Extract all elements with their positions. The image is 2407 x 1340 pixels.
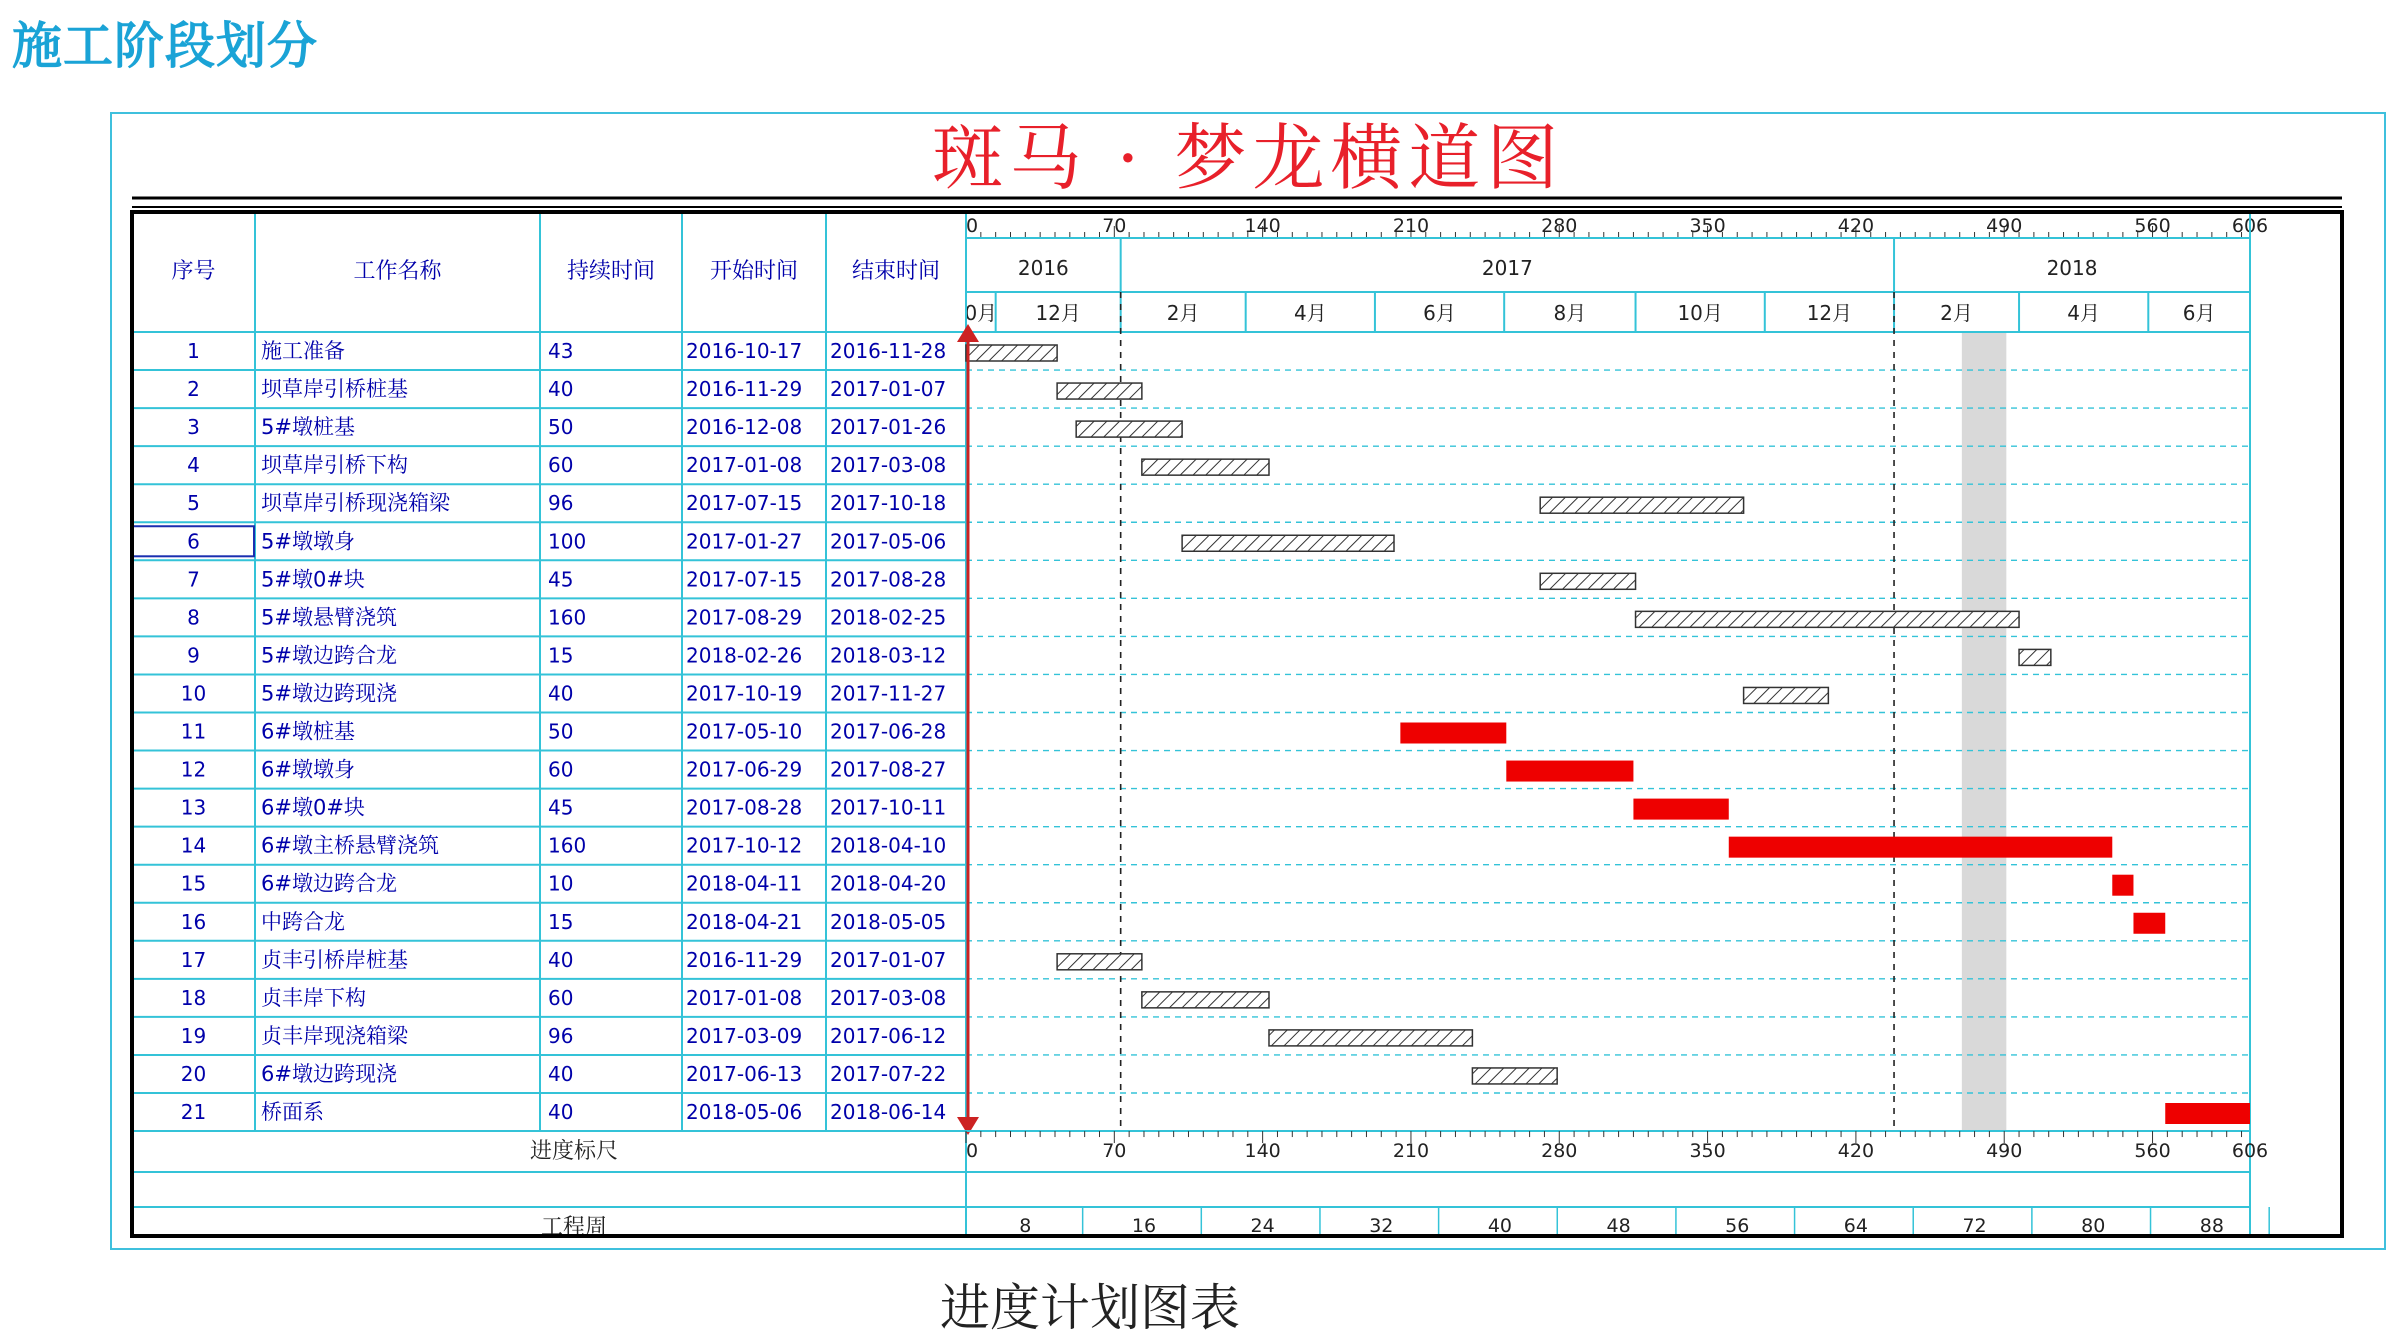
ruler-tick-label: 0: [966, 215, 979, 237]
task-bar: [1182, 535, 1394, 551]
scale-tick-label: 210: [1392, 1140, 1430, 1163]
scale-row-label: 进度标尺: [529, 1139, 619, 1165]
task-end: 2018-02-25: [830, 605, 947, 630]
task-end: 2017-03-08: [830, 453, 947, 478]
chart-caption: 进度计划图表: [940, 1279, 1240, 1337]
task-name: 5#墩边跨现浇: [261, 681, 397, 706]
task-end: 2018-06-14: [830, 1100, 947, 1125]
task-name: 5#墩0#块: [261, 567, 365, 592]
task-name: 6#墩墩身: [261, 757, 355, 782]
task-bar: [1636, 611, 2020, 627]
month-label: 12月: [1035, 301, 1081, 325]
scale-tick-label: 606: [2231, 1140, 2269, 1163]
task-bar: [1472, 1068, 1557, 1084]
week-row-label: 工程周: [540, 1215, 608, 1240]
task-name: 贞丰岸下构: [261, 985, 366, 1010]
task-end: 2017-01-26: [830, 415, 947, 440]
task-id: 10: [180, 681, 207, 706]
task-id: 19: [180, 1023, 207, 1048]
task-duration: 43: [548, 339, 574, 364]
task-bar-critical: [1633, 799, 1728, 820]
month-label: 4月: [1293, 301, 1327, 325]
task-name: 6#墩边跨合龙: [261, 871, 397, 896]
task-start: 2018-05-06: [686, 1100, 803, 1125]
task-duration: 45: [548, 567, 574, 592]
scale-tick-label: 0: [966, 1140, 979, 1163]
task-duration: 40: [548, 1061, 574, 1086]
month-label: 6月: [2182, 301, 2216, 325]
task-duration: 160: [548, 605, 587, 630]
task-end: 2018-04-20: [830, 871, 947, 896]
task-start: 2016-10-17: [686, 339, 803, 364]
task-start: 2016-12-08: [686, 415, 803, 440]
scale-tick-label: 350: [1689, 1140, 1726, 1163]
task-id: 3: [187, 415, 200, 440]
scale-tick-label: 490: [1986, 1140, 2023, 1163]
task-start: 2017-06-29: [686, 757, 803, 782]
task-end: 2018-05-05: [830, 909, 947, 934]
task-start: 2018-04-21: [686, 909, 803, 934]
task-start: 2017-01-08: [686, 453, 803, 478]
column-header: 持续时间: [566, 259, 656, 284]
task-bar: [1057, 383, 1142, 399]
month-label: 6月: [1423, 301, 1456, 325]
task-name: 6#墩主桥悬臂浇筑: [261, 833, 439, 858]
task-id: 9: [187, 643, 200, 668]
task-duration: 15: [548, 643, 574, 668]
task-id: 16: [180, 909, 207, 934]
task-bar: [1540, 497, 1743, 513]
task-start: 2016-11-29: [686, 377, 803, 402]
task-start: 2018-02-26: [686, 643, 803, 668]
ruler-tick-label: 490: [1986, 215, 2023, 237]
task-end: 2017-07-22: [830, 1061, 947, 1086]
task-duration: 60: [548, 453, 574, 478]
task-bar-critical: [1729, 837, 2113, 858]
task-end: 2016-11-28: [830, 339, 947, 364]
year-label: 2016: [1017, 256, 1069, 280]
task-duration: 60: [548, 757, 574, 782]
task-id: 6: [187, 529, 200, 554]
task-start: 2017-01-27: [686, 529, 803, 554]
task-id: 15: [180, 871, 207, 896]
task-bar-critical: [1506, 761, 1633, 782]
week-label: 88: [2199, 1215, 2224, 1237]
task-name: 6#墩桩基: [261, 719, 355, 744]
task-id: 7: [187, 567, 200, 592]
task-id: 17: [180, 947, 207, 972]
task-start: 2017-10-19: [686, 681, 803, 706]
task-end: 2017-08-28: [830, 567, 947, 592]
task-end: 2017-08-27: [830, 757, 947, 782]
task-bar-critical: [1400, 723, 1506, 744]
week-label: 8: [1019, 1215, 1032, 1237]
month-label: 8月: [1553, 301, 1587, 325]
scale-tick-label: 140: [1244, 1140, 1281, 1163]
month-label: 2月: [1166, 301, 1200, 325]
month-label: 10月: [1677, 301, 1723, 325]
task-start: 2017-07-15: [686, 491, 803, 516]
task-bar-critical: [2112, 875, 2133, 896]
ruler-tick-label: 606: [2231, 215, 2269, 237]
task-name: 中跨合龙: [261, 909, 345, 934]
task-bar: [1057, 954, 1142, 970]
task-start: 2016-11-29: [686, 947, 803, 972]
column-header: 结束时间: [851, 259, 941, 284]
task-duration: 60: [548, 985, 574, 1010]
year-label: 2018: [2046, 256, 2098, 280]
task-bar: [1540, 573, 1635, 589]
task-end: 2017-03-08: [830, 985, 947, 1010]
task-duration: 40: [548, 947, 574, 972]
column-header: 工作名称: [353, 259, 442, 284]
task-bar: [1142, 992, 1269, 1008]
task-id: 2: [187, 377, 200, 402]
task-name: 6#墩边跨现浇: [261, 1061, 397, 1086]
task-end: 2017-06-12: [830, 1023, 947, 1048]
week-label: 32: [1369, 1215, 1394, 1237]
year-label: 2017: [1481, 256, 1533, 280]
task-id: 4: [187, 453, 200, 478]
week-label: 40: [1487, 1215, 1513, 1237]
chart-title: 斑马 · 梦龙横道图: [931, 116, 1565, 200]
task-duration: 45: [548, 795, 574, 820]
gantt-border: [132, 212, 2342, 1236]
ruler-tick-label: 210: [1392, 215, 1430, 237]
task-start: 2018-04-11: [686, 871, 803, 896]
task-start: 2017-01-08: [686, 985, 803, 1010]
week-label: 72: [1962, 1215, 1987, 1237]
scale-tick-label: 70: [1102, 1140, 1127, 1163]
task-end: 2017-10-11: [830, 795, 947, 820]
task-duration: 160: [548, 833, 587, 858]
month-label: 4月: [2067, 301, 2101, 325]
task-end: 2018-03-12: [830, 643, 947, 668]
task-id: 18: [180, 985, 207, 1010]
task-id: 20: [180, 1061, 207, 1086]
task-bar-critical: [2165, 1103, 2250, 1124]
task-name: 5#墩悬臂浇筑: [261, 605, 397, 630]
task-name: 6#墩0#块: [261, 795, 365, 820]
column-header: 序号: [171, 259, 216, 284]
task-bar: [1744, 687, 1829, 703]
task-bar: [1269, 1030, 1472, 1046]
scale-tick-label: 420: [1837, 1140, 1875, 1163]
task-duration: 50: [548, 415, 574, 440]
task-duration: 50: [548, 719, 574, 744]
task-id: 1: [187, 339, 200, 364]
task-duration: 40: [548, 1100, 574, 1125]
week-label: 48: [1606, 1215, 1631, 1237]
task-name: 贞丰岸现浇箱梁: [261, 1023, 408, 1048]
week-label: 64: [1843, 1215, 1868, 1237]
task-bar: [2019, 649, 2051, 665]
task-id: 21: [180, 1100, 207, 1125]
task-duration: 96: [548, 491, 574, 516]
task-start: 2017-03-09: [686, 1023, 803, 1048]
task-start: 2017-07-15: [686, 567, 803, 592]
highlight-band: [1962, 332, 2006, 1131]
ruler-tick-label: 420: [1837, 215, 1875, 237]
ruler-tick-label: 70: [1102, 215, 1127, 237]
task-start: 2017-08-29: [686, 605, 803, 630]
task-duration: 100: [548, 529, 587, 554]
task-end: 2018-04-10: [830, 833, 947, 858]
task-duration: 15: [548, 909, 574, 934]
task-id: 12: [180, 757, 207, 782]
task-name: 桥面系: [261, 1100, 324, 1125]
task-end: 2017-01-07: [830, 947, 947, 972]
task-id: 13: [180, 795, 207, 820]
task-name: 施工准备: [261, 339, 345, 364]
ruler-tick-label: 560: [2134, 215, 2171, 237]
task-name: 5#墩桩基: [261, 415, 355, 440]
task-id: 11: [180, 719, 207, 744]
ruler-tick-label: 140: [1244, 215, 1281, 237]
task-name: 坝草岸引桥现浇箱梁: [261, 491, 450, 516]
task-id: 8: [187, 605, 200, 630]
scale-tick-label: 280: [1541, 1140, 1578, 1163]
task-end: 2017-05-06: [830, 529, 947, 554]
current-date-arrow-down: [957, 1117, 979, 1135]
task-end: 2017-10-18: [830, 491, 947, 516]
task-id: 14: [180, 833, 207, 858]
task-name: 5#墩墩身: [261, 529, 355, 554]
week-label: 16: [1131, 1215, 1157, 1237]
task-id: 5: [187, 491, 200, 516]
task-name: 5#墩边跨合龙: [261, 643, 397, 668]
task-end: 2017-11-27: [830, 681, 947, 706]
task-start: 2017-06-13: [686, 1061, 803, 1086]
task-start: 2017-08-28: [686, 795, 803, 820]
task-duration: 40: [548, 377, 574, 402]
ruler-tick-label: 350: [1689, 215, 1726, 237]
task-name: 坝草岸引桥下构: [261, 453, 408, 478]
task-bar-critical: [2133, 913, 2165, 934]
week-label: 56: [1725, 1215, 1750, 1237]
week-label: 24: [1250, 1215, 1275, 1237]
task-start: 2017-05-10: [686, 719, 803, 744]
task-bar: [966, 345, 1057, 361]
task-name: 贞丰引桥岸桩基: [261, 947, 408, 972]
month-label: 0月: [964, 301, 998, 325]
scale-tick-label: 560: [2134, 1140, 2171, 1163]
task-duration: 40: [548, 681, 574, 706]
column-header: 开始时间: [709, 259, 799, 284]
month-label: 2月: [1940, 301, 1973, 325]
task-end: 2017-06-28: [830, 719, 947, 744]
month-label: 12月: [1806, 301, 1853, 325]
task-duration: 96: [548, 1023, 574, 1048]
task-end: 2017-01-07: [830, 377, 947, 402]
task-bar: [1076, 421, 1182, 437]
week-label: 80: [2081, 1215, 2106, 1237]
task-duration: 10: [548, 871, 574, 896]
task-name: 坝草岸引桥桩基: [261, 377, 408, 402]
task-start: 2017-10-12: [686, 833, 803, 858]
section-heading: 施工阶段划分: [12, 16, 318, 75]
task-bar: [1142, 459, 1269, 475]
ruler-tick-label: 280: [1541, 215, 1578, 237]
